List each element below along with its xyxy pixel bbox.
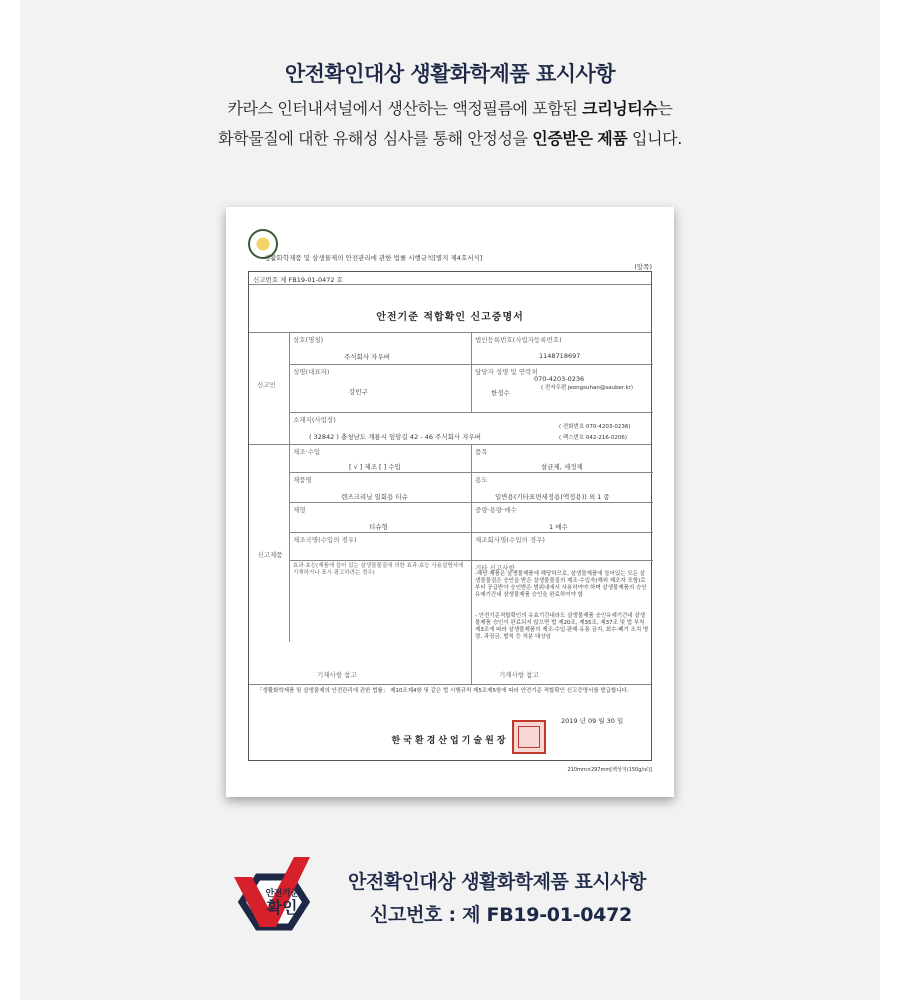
issuer: 한국환경산업기술원장 <box>391 736 509 746</box>
report-number: 신고번호 제 FB19-01-0472 호 <box>253 276 343 284</box>
highlight-product-word: 제품 <box>597 129 628 148</box>
product-use: 일반용(기타표면세정용(액정용)) 외 1 종 <box>495 493 610 501</box>
item: 살균제, 세정제 <box>541 463 583 471</box>
paper-size: 210mm×297mm[백상지(150g/㎡)] <box>567 767 652 773</box>
footer-report-number: 신고번호 : 제 FB19-01-0472 <box>370 904 632 926</box>
issuance-statement: 「생활화학제품 및 살생물제의 안전관리에 관한 법률」 제10조제4항 및 같은 법 시행규칙 제5조제5항에 따라 안전기준 적합확인 신고증명서를 발급합니다. <box>257 688 629 694</box>
contact-name: 한정수 <box>491 389 510 397</box>
manufacture-import: [ √ ] 제조 [ ] 수입 <box>349 463 401 471</box>
address-phone: ( 전화번호 070-4203-0236) <box>559 424 631 430</box>
other-notes-1: -해당 제품은 살생물제품에 해당하므로, 살생물제품에 들어있는 모든 살생물물질은 승인을 받은 살생물물질의 제조·수입자(해외 제조자 포함)로부터 공급받아 승인받은 범위내에서 사용하여야 하며 살생물제품의 승인유예기간내 살생물제품 승인을 완료하여야 함 <box>475 571 647 598</box>
product-form: 티슈형 <box>369 523 388 531</box>
section-applicant: 신고인 <box>257 381 276 389</box>
trade-name: 주식회사 자우버 <box>344 353 391 361</box>
issue-date: 2019 년 09 월 30 일 <box>561 717 624 725</box>
contact-phone: 070-4203-0236 <box>534 375 585 383</box>
law-reference: 생활화학제품 및 살생물제의 안전관리에 관한 법률 시행규칙[별지 제4호서식] <box>264 254 483 262</box>
official-seal-icon <box>512 720 546 754</box>
form-page: (앞쪽) <box>634 263 652 271</box>
address: ( 32842 ) 충청남도 계룡시 임암길 42 - 46 주식회사 자우버 <box>309 433 482 441</box>
section-product: 신고제품 <box>257 551 283 559</box>
address-fax: ( 팩스번호 042-216-0206) <box>559 435 628 441</box>
certificate-frame: 신고번호 제 FB19-01-0472 호 안전기준 적합확인 신고증명서 신고인 상호(명칭) 주식회사 자우버 법인등록번호(사업자등록번호) 1148718697 성명(대표자) 강민구 담당자 성명 및 연락처 070-4203-0236 한정수 ( 전자우편 jeongsuhan@sauber.kr) 소재지(사업장) ( 32842 ) 충청남도 계룡시 임암길 42 - 46 주식회사 자우버 ( 전화번호 070-4203-0236) ( 팩스번호 042-216-0206) 신고제품 제조·수입 [ √ ] 제조 [ ] 수입 품목 살균제, 세정제 제품명 렌즈크리닝 일회용 티슈 용도 일반용(기타표면세정용(액정용)) 외 1 종 제형 티슈형 중량·용량·매수 1 매수 제조국명(수입의 경우) 제조회사명(수입의 경우) 효과·효능(제품에 들어 있는 살생물물질에 의한 효과·효능 사용설명서에 기재하거나 표시·광고하려는 경우) 기타 신고사항 -해당 제품은 살생물제품에 해당하므로, 살생물제품에 들어있는 모든 살생물물질은 승인을 받은 살생물물질의 제조·수입자(해외 제조자 포함)로부터 공급받아 승인받은 범위내에서 사용하여야 하며 살생물제품의 승인유예기간내 살생물제품 승인을 완료하여야 함 - 안전기준적합확인의 유효기간내라도 살생물제품 승인유예기간내 살생물제품 승인이 완료되지 않으면 법 제20조, 제35조, 제37조 및 법 부칙 제3조에 따라 살생물제품의 제조·수입·판매·유통 금지, 회수·폐기 조치 명령, 과징금, 벌칙 등 처분 대상임 기재사항 참고 기재사항 참고 「생활화학제품 및 살생물제의 안전관리에 관한 법률」 제10조제4항 및 같은 법 시행규칙 제5조제5항에 따라 안전기준 적합확인 신고증명서를 발급합니다. 2019 년 09 월 30 일 <box>248 271 652 761</box>
contact-email: ( 전자우편 jeongsuhan@sauber.kr) <box>541 385 634 391</box>
page-title: 안전확인대상 생활화학제품 표시사항 <box>284 62 616 86</box>
other-notes-2: - 안전기준적합확인의 유효기간내라도 살생물제품 승인유예기간내 살생물제품 승인이 완료되지 않으면 법 제20조, 제35조, 제37조 및 법 부칙 제3조에 따라 살생물제품의 제조·수입·판매·유통 금지, 회수·폐기 조치 명령, 과징금, 벌칙 등 처분 대상임 <box>475 613 649 640</box>
description-line-2: 화학물질에 대한 유해성 심사를 통해 안정성을 인증받은 제품 입니다. <box>218 129 682 148</box>
efficacy-label: 효과·효능(제품에 들어 있는 살생물물질에 의한 효과·효능 사용설명서에 기재하거나 표시·광고하려는 경우) <box>293 563 464 576</box>
corp-number: 1148718697 <box>539 352 581 360</box>
description-line-1: 카라스 인터내셔널에서 생산하는 액정필름에 포함된 크리닝티슈는 <box>227 99 673 118</box>
highlight-certified: 인증받은 <box>532 129 593 148</box>
footer-title: 안전확인대상 생활화학제품 표시사항 <box>348 871 646 893</box>
product-name: 렌즈크리닝 일회용 티슈 <box>341 493 408 501</box>
certificate-image <box>226 207 674 797</box>
representative: 강민구 <box>349 388 368 396</box>
logo-text: 안전기준 확인 <box>265 889 299 917</box>
product-capacity: 1 매수 <box>549 523 568 531</box>
highlight-product: 크리닝티슈 <box>582 99 658 118</box>
document-title: 안전기준 적합확인 신고증명서 <box>376 312 524 323</box>
